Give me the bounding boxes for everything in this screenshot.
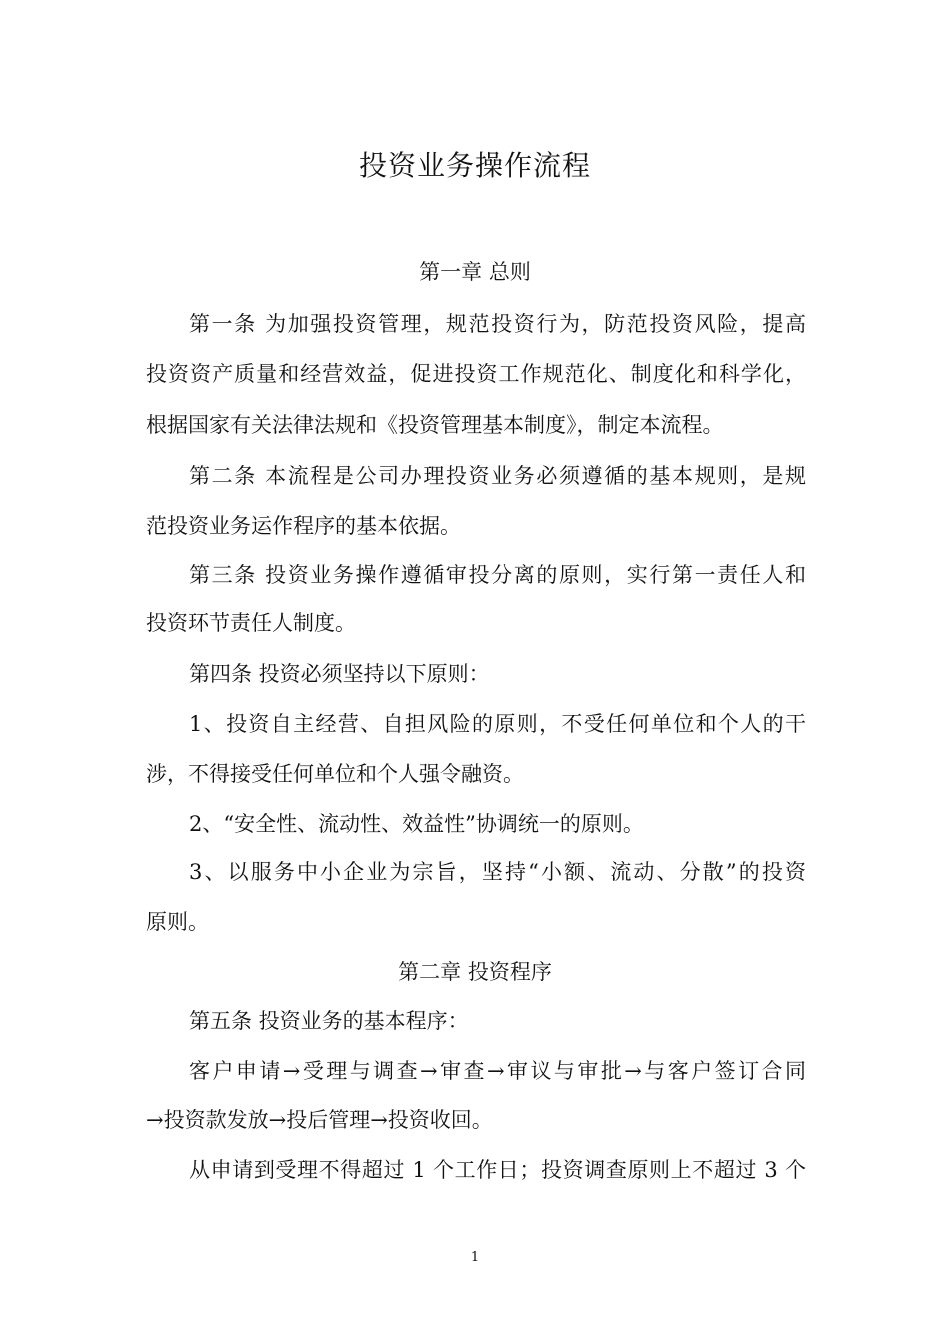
article-2-line-1: 第二条 本流程是公司办理投资业务必须遵循的基本规则，是规 <box>189 464 806 488</box>
timing-line-1: 从申请到受理不得超过 1 个工作日；投资调查原则上不超过 3 个 <box>189 1158 806 1182</box>
document-title: 投资业务操作流程 <box>358 149 591 182</box>
chapter-heading-1: 第一章 总则 <box>419 260 531 284</box>
principle-1-line-1: 1、投资自主经营、自担风险的原则，不受任何单位和个人的干 <box>189 712 806 736</box>
article-1-line-1: 第一条 为加强投资管理，规范投资行为，防范投资风险，提高 <box>189 312 806 336</box>
process-flow-line-1: 客户申请→受理与调查→审查→审议与审批→与客户签订合同 <box>189 1059 806 1083</box>
article-2-line-2: 范投资业务运作程序的基本依据。 <box>146 514 461 538</box>
article-3-line-2: 投资环节责任人制度。 <box>146 611 356 635</box>
principle-3-line-1: 3、以服务中小企业为宗旨，坚持“小额、流动、分散”的投资 <box>189 860 806 884</box>
chapter-heading-2: 第二章 投资程序 <box>398 960 552 984</box>
article-1-line-2: 投资资产质量和经营效益，促进投资工作规范化、制度化和科学化， <box>146 362 806 386</box>
process-flow-line-2: →投资款发放→投后管理→投资收回。 <box>146 1108 493 1132</box>
article-3-line-1: 第三条 投资业务操作遵循审投分离的原则，实行第一责任人和 <box>189 563 806 587</box>
principle-3-line-2: 原则。 <box>146 910 209 934</box>
article-5-line-1: 第五条 投资业务的基本程序： <box>189 1009 469 1033</box>
principle-1-line-2: 涉，不得接受任何单位和个人强令融资。 <box>146 762 524 786</box>
article-1-line-3: 根据国家有关法律法规和《投资管理基本制度》，制定本流程。 <box>146 413 724 437</box>
principle-2-line-1: 2、“安全性、流动性、效益性”协调统一的原则。 <box>189 812 644 836</box>
article-4-line-1: 第四条 投资必须坚持以下原则： <box>189 662 490 686</box>
page-number: 1 <box>470 1250 480 1265</box>
